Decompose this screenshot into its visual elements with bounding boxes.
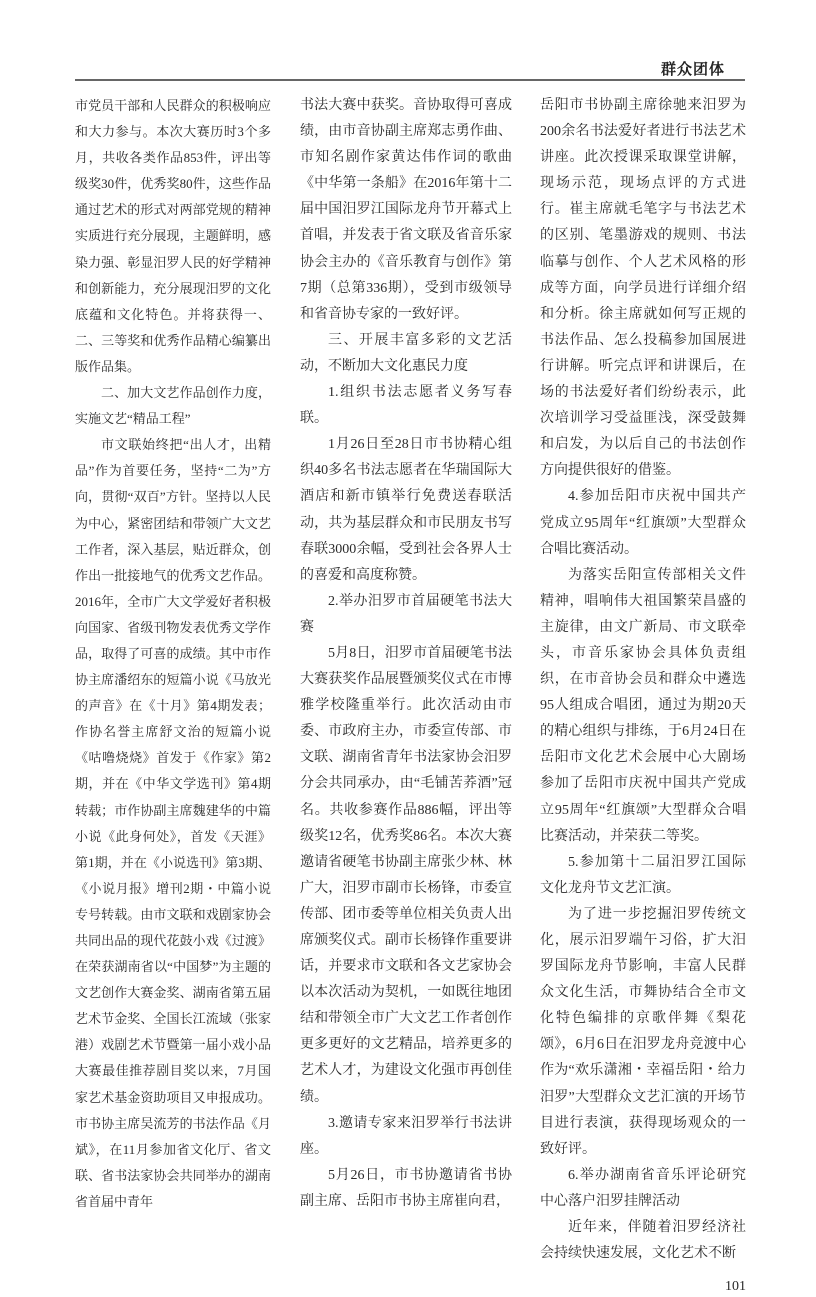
paragraph: 三、开展丰富多彩的文艺活动，不断加大文化惠民力度	[300, 332, 512, 374]
paragraph: 为了进一步挖掘汨罗传统文化，展示汨罗端午习俗，扩大汨罗国际龙舟节影响，丰富人民群众文化生活，市舞协结合全市文化特色编排的京歌伴舞《梨花颂》，6月6日在汨罗龙舟竞渡中心作为“欢乐潇湘・幸福岳阳・给力汨罗”大型群众文艺汇演的开场节目进行表演，获得现场观众的一致好评。	[540, 906, 746, 1157]
section-title: 群众团体	[660, 60, 725, 78]
column-3-text	[540, 93, 746, 1267]
paragraph: 为落实岳阳宣传部相关文件精神，唱响伟大祖国繁荣昌盛的主旋律，由文广新局、市文联牵头，市音乐家协会具体负责组织，在市音协会员和群众中遴选95人组成合唱团，通过为期20天的精心组织与排练，于6月24日在岳阳市文化艺术会展中心大剧场参加了岳阳市庆祝中国共产党成立95周年“红旗颂”大型群众合唱比赛活动，并荣获二等奖。	[540, 567, 746, 844]
paragraph: 5.参加第十二届汨罗江国际文化龙舟节文艺汇演。	[540, 854, 746, 896]
paragraph: 市党员干部和人民群众的积极响应和大力参与。本次大赛历时3个多月，共收各类作品853件，评出等级奖30件，优秀奖80件，这些作品通过艺术的形式对两部党规的精神实质进行充分展现，主题鲜明，感染力强、彰显汨罗人民的好学精神和创新能力，充分展现汨罗的文化底蕴和文化特色。并将获得一、二、三等奖和优秀作品精心编纂出版作品集。	[75, 98, 271, 374]
paragraph: 1月26日至28日市书协精心组织40多名书法志愿者在华瑞国际大酒店和新市镇举行免费送春联活动，共为基层群众和市民朋友书写春联3000余幅，受到社会各界人士的喜爱和高度称赞。	[300, 437, 512, 583]
paragraph: 5月8日，汨罗市首届硬笔书法大赛获奖作品展暨颁奖仪式在市博雅学校隆重举行。此次活动由市委、市政府主办，市委宣传部、市文联、湖南省青年书法家协会汨罗分会共同承办，由“毛铺苦荞酒”冠名。共收参赛作品886幅，评出等级奖12名，优秀奖86名。本次大赛邀请省硬笔书协副主席张少林、林广大，汨罗市副市长杨锋，市委宣传部、团市委等单位相关负责人出席颁奖仪式。副市长杨锋作重要讲话，并要求市文联和各文艺家协会以本次活动为契机，一如既往地团结和带领全市广大文艺工作者创作更多更好的文艺精品，培养更多的艺术人才，为建设文化强市再创佳绩。	[300, 645, 512, 1105]
paragraph: 4.参加岳阳市庆祝中国共产党成立95周年“红旗颂”大型群众合唱比赛活动。	[540, 489, 746, 557]
column-1-text	[75, 93, 271, 1215]
paragraph: 岳阳市书协副主席徐驰来汨罗为200余名书法爱好者进行书法艺术讲座。此次授课采取课堂讲解，现场示范，现场点评的方式进行。崔主席就毛笔字与书法艺术的区别、笔墨游戏的规则、书法临摹与创作、个人艺术风格的形成等方面，向学员进行详细介绍和分析。徐主席就如何写正规的书法作品、怎么投稿参加国展进行讲解。听完点评和讲课后，在场的书法爱好者们纷纷表示，此次培训学习受益匪浅，深受鼓舞和启发，为以后自己的书法创作方向提供很好的借鉴。	[540, 98, 746, 479]
header-rule	[75, 79, 745, 81]
paragraph: 1.组织书法志愿者义务写春联。	[300, 385, 512, 427]
paragraph: 书法大赛中获奖。音协取得可喜成绩，由市音协副主席郑志勇作曲、市知名剧作家黄达伟作词的歌曲《中华第一条船》在2016年第十二届中国汨罗江国际龙舟节开幕式上首唱，并发表于省文联及省音乐家协会主办的《音乐教育与创作》第7期（总第336期），受到市级领导和省音协专家的一致好评。	[300, 98, 512, 322]
page-number: 101	[725, 1279, 746, 1295]
paragraph: 3.邀请专家来汨罗举行书法讲座。	[300, 1115, 512, 1157]
paragraph: 市文联始终把“出人才，出精品”作为首要任务，坚持“二为”方向，贯彻“双百”方针。坚持以人民为中心，紧密团结和带领广大文艺工作者，深入基层，贴近群众，创作出一批接地气的优秀文艺作品。2016年，全市广大文学爱好者积极向国家、省级刊物发表优秀文学作品，取得了可喜的成绩。其中市作协主席潘绍东的短篇小说《马放光的声音》在《十月》第4期发表；作协名誉主席舒文治的短篇小说《咕噜烧烧》首发于《作家》第2期，并在《中华文学选刊》第4期转载；市作协副主席魏建华的中篇小说《此身何处》，首发《天涯》第1期，并在《小说选刊》第3期、《小说月报》增刊2期・中篇小说专号转载。由市文联和戏剧家协会共同出品的现代花鼓小戏《过渡》在荣获湖南省以“中国梦”为主题的文艺创作大赛金奖、湖南省第五届艺术节金奖、全国长江流域（张家港）戏剧艺术节暨第一届小戏小品大赛最佳推荐剧目奖以来，7月国家艺术基金资助项目又申报成功。市书协主席吴流芳的书法作品《月斌》，在11月参加省文化厅、省文联、省书法家协会共同举办的湖南省首届中青年	[75, 437, 271, 1209]
text-column-2	[300, 93, 512, 1215]
paragraph: 2.举办汨罗市首届硬笔书法大赛	[300, 593, 512, 635]
text-column-3	[540, 93, 746, 1297]
paragraph: 5月26日，市书协邀请省书协副主席、岳阳市书协主席崔向君，	[300, 1167, 512, 1209]
paragraph: 近年来，伴随着汨罗经济社会持续快速发展，文化艺术不断	[540, 1220, 746, 1262]
column-2-text	[300, 93, 512, 1215]
paragraph: 二、加大文艺作品创作力度，实施文艺“精品工程”	[75, 385, 271, 427]
paragraph: 6.举办湖南省音乐评论研究中心落户汨罗挂牌活动	[540, 1167, 746, 1209]
text-column-1	[75, 93, 271, 1215]
